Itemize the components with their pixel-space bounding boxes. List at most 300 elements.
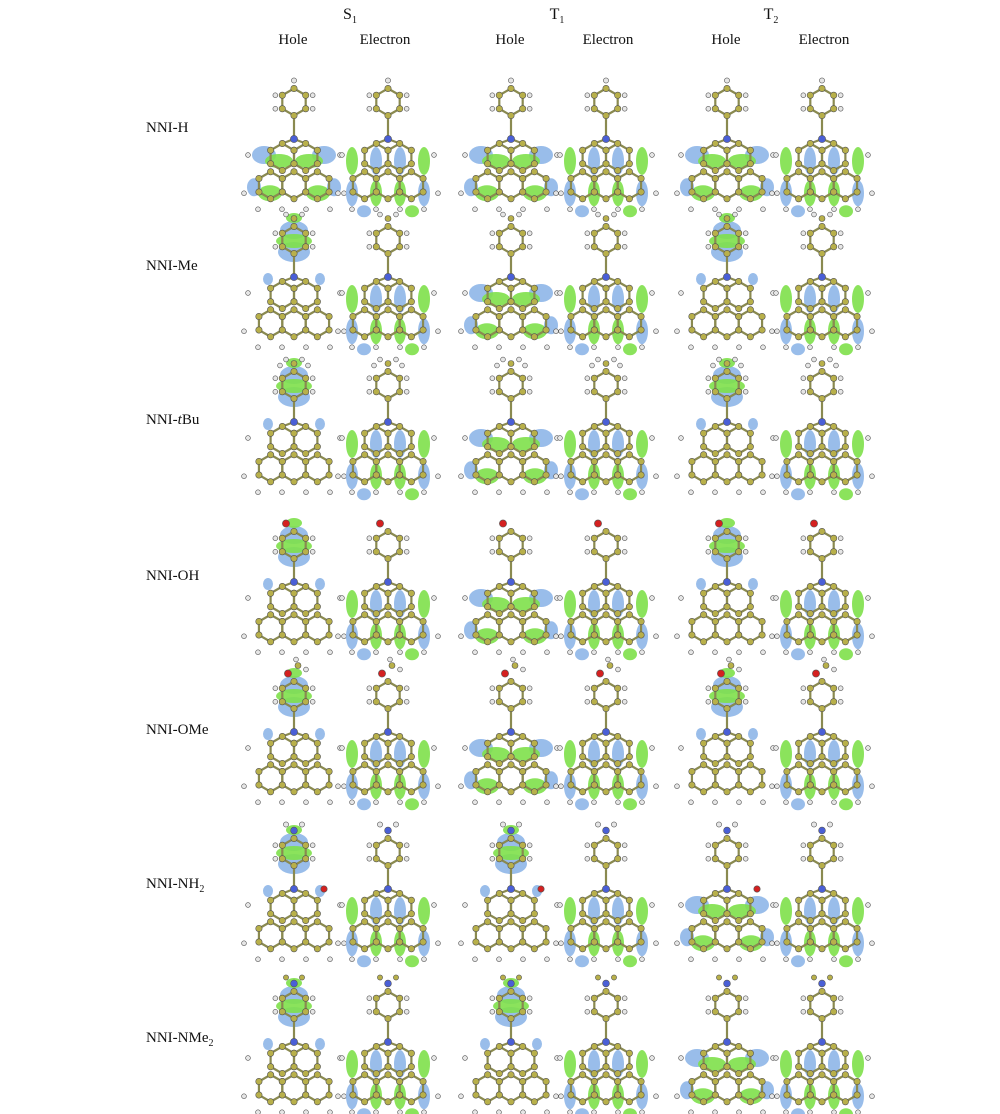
carbon-atom bbox=[807, 1043, 813, 1049]
carbon-atom bbox=[496, 375, 502, 381]
carbon-atom bbox=[842, 740, 848, 746]
molecule-hole bbox=[459, 657, 564, 805]
carbon-atom bbox=[496, 167, 502, 173]
carbon-atom bbox=[531, 479, 537, 485]
carbon-atom bbox=[819, 590, 825, 596]
nitrogen-atom bbox=[819, 827, 826, 834]
nitrogen-atom bbox=[508, 980, 515, 987]
carbon-atom bbox=[396, 167, 402, 173]
electron-lobe bbox=[636, 590, 648, 618]
carbon-atom bbox=[830, 685, 836, 691]
carbon-atom bbox=[795, 740, 801, 746]
hydrogen-atom bbox=[870, 941, 875, 946]
carbon-atom bbox=[519, 939, 525, 945]
hydrogen-atom bbox=[404, 856, 409, 861]
carbon-atom bbox=[302, 1092, 308, 1098]
carbon-atom bbox=[614, 699, 620, 705]
carbon-atom bbox=[473, 175, 479, 181]
carbon-atom bbox=[759, 327, 765, 333]
hydrogen-atom bbox=[304, 957, 309, 962]
carbon-atom bbox=[724, 705, 730, 711]
carbon-atom bbox=[784, 618, 790, 624]
hydrogen-atom bbox=[622, 231, 627, 236]
carbon-atom bbox=[603, 988, 609, 994]
hydrogen-atom bbox=[340, 1056, 345, 1061]
carbon-atom bbox=[291, 762, 297, 768]
carbon-atom bbox=[854, 1078, 860, 1084]
carbon-atom bbox=[519, 472, 525, 478]
carbon-atom bbox=[807, 890, 813, 896]
hydrogen-atom bbox=[432, 903, 437, 908]
carbon-atom bbox=[314, 762, 320, 768]
carbon-atom bbox=[603, 555, 609, 561]
molecule-hole bbox=[675, 822, 780, 962]
carbon-atom bbox=[735, 327, 741, 333]
hydrogen-atom bbox=[490, 376, 495, 381]
carbon-atom bbox=[830, 472, 836, 478]
hydrogen-atom bbox=[404, 376, 409, 381]
oxygen-atom bbox=[754, 886, 760, 892]
hydrogen-atom bbox=[400, 363, 405, 368]
molecule-electron bbox=[336, 657, 441, 810]
carbon-atom bbox=[484, 590, 490, 596]
hydrogen-atom bbox=[490, 536, 495, 541]
carbon-atom bbox=[638, 1092, 644, 1098]
hydrogen-atom bbox=[706, 93, 711, 98]
carbon-atom bbox=[531, 789, 537, 795]
carbon-atom bbox=[508, 1064, 514, 1070]
carbon-atom bbox=[267, 1099, 273, 1105]
carbon-atom bbox=[795, 762, 801, 768]
hydrogen-atom bbox=[558, 1056, 563, 1061]
carbon-atom bbox=[508, 196, 514, 202]
carbon-atom bbox=[420, 327, 426, 333]
carbon-atom bbox=[496, 768, 502, 774]
carbon-atom bbox=[614, 610, 620, 616]
carbon-atom bbox=[759, 1092, 765, 1098]
carbon-atom bbox=[700, 479, 706, 485]
carbon-atom bbox=[591, 106, 597, 112]
hydrogen-atom bbox=[870, 474, 875, 479]
carbon-atom bbox=[735, 472, 741, 478]
hydrogen-atom bbox=[761, 957, 766, 962]
carbon-atom bbox=[373, 939, 379, 945]
substituent-atom bbox=[393, 975, 398, 980]
carbon-atom bbox=[700, 1064, 706, 1070]
hydrogen-atom bbox=[367, 1009, 372, 1014]
carbon-atom bbox=[712, 583, 718, 589]
carbon-atom bbox=[626, 430, 632, 436]
electron-lobe bbox=[346, 740, 358, 768]
carbon-atom bbox=[302, 995, 308, 1001]
hydrogen-atom bbox=[367, 699, 372, 704]
carbon-atom bbox=[591, 917, 597, 923]
carbon-atom bbox=[591, 685, 597, 691]
carbon-atom bbox=[361, 762, 367, 768]
carbon-atom bbox=[747, 604, 753, 610]
carbon-atom bbox=[385, 911, 391, 917]
carbon-atom bbox=[735, 995, 741, 1001]
hydrogen-atom bbox=[545, 800, 550, 805]
carbon-atom bbox=[279, 583, 285, 589]
carbon-atom bbox=[373, 244, 379, 250]
carbon-atom bbox=[614, 632, 620, 638]
carbon-atom bbox=[579, 911, 585, 917]
hydrogen-atom bbox=[342, 1094, 347, 1099]
carbon-atom bbox=[519, 1092, 525, 1098]
electron-lobe bbox=[780, 897, 792, 925]
carbon-atom bbox=[759, 925, 765, 931]
carbon-atom bbox=[603, 1072, 609, 1078]
oxygen-atom bbox=[321, 886, 327, 892]
carbon-atom bbox=[484, 1072, 490, 1078]
carbon-atom bbox=[267, 452, 273, 458]
carbon-atom bbox=[350, 313, 356, 319]
carbon-atom bbox=[291, 395, 297, 401]
carbon-atom bbox=[531, 762, 537, 768]
hydrogen-atom bbox=[545, 957, 550, 962]
carbon-atom bbox=[735, 685, 741, 691]
carbon-atom bbox=[302, 939, 308, 945]
carbon-atom bbox=[819, 1015, 825, 1021]
hydrogen-atom bbox=[336, 941, 341, 946]
carbon-atom bbox=[795, 919, 801, 925]
carbon-atom bbox=[531, 285, 537, 291]
carbon-atom bbox=[361, 919, 367, 925]
carbon-atom bbox=[795, 444, 801, 450]
carbon-atom bbox=[614, 1043, 620, 1049]
carbon-atom bbox=[854, 632, 860, 638]
carbon-atom bbox=[267, 604, 273, 610]
carbon-atom bbox=[591, 618, 597, 624]
carbon-atom bbox=[759, 632, 765, 638]
hydrogen-atom bbox=[521, 650, 526, 655]
carbon-atom bbox=[496, 1070, 502, 1076]
electron-lobe bbox=[564, 430, 576, 458]
hydrogen-atom bbox=[246, 291, 251, 296]
hydrogen-atom bbox=[832, 345, 837, 350]
carbon-atom bbox=[279, 632, 285, 638]
carbon-atom bbox=[700, 452, 706, 458]
carbon-atom bbox=[314, 169, 320, 175]
hydrogen-atom bbox=[838, 996, 843, 1001]
carbon-atom bbox=[712, 925, 718, 931]
carbon-atom bbox=[807, 995, 813, 1001]
hydrogen-atom bbox=[711, 363, 716, 368]
carbon-atom bbox=[473, 632, 479, 638]
substituent-atom bbox=[611, 975, 616, 980]
carbon-atom bbox=[484, 444, 490, 450]
carbon-atom bbox=[484, 762, 490, 768]
hydrogen-atom bbox=[618, 363, 623, 368]
carbon-atom bbox=[638, 189, 644, 195]
hydrogen-atom bbox=[490, 1009, 495, 1014]
carbon-atom bbox=[508, 479, 514, 485]
carbon-atom bbox=[385, 430, 391, 436]
substituent-atom bbox=[716, 975, 721, 980]
hydrogen-atom bbox=[713, 800, 718, 805]
carbon-atom bbox=[614, 535, 620, 541]
carbon-atom bbox=[496, 995, 502, 1001]
carbon-atom bbox=[373, 760, 379, 766]
carbon-atom bbox=[712, 389, 718, 395]
carbon-atom bbox=[712, 768, 718, 774]
carbon-atom bbox=[302, 842, 308, 848]
carbon-atom bbox=[291, 444, 297, 450]
carbon-atom bbox=[807, 1092, 813, 1098]
carbon-atom bbox=[291, 334, 297, 340]
carbon-atom bbox=[735, 1092, 741, 1098]
carbon-atom bbox=[508, 528, 514, 534]
hydrogen-atom bbox=[822, 657, 827, 662]
carbon-atom bbox=[614, 92, 620, 98]
hydrogen-atom bbox=[866, 746, 871, 751]
carbon-atom bbox=[291, 911, 297, 917]
carbon-atom bbox=[302, 244, 308, 250]
molecule-electron bbox=[770, 822, 875, 967]
hydrogen-atom bbox=[490, 996, 495, 1001]
hydrogen-atom bbox=[558, 746, 563, 751]
hydrogen-atom bbox=[640, 207, 645, 212]
hydrogen-atom bbox=[761, 345, 766, 350]
hydrogen-atom bbox=[280, 957, 285, 962]
substituent-atom bbox=[283, 975, 288, 980]
carbon-atom bbox=[361, 430, 367, 436]
hydrogen-atom bbox=[545, 650, 550, 655]
carbon-atom bbox=[420, 472, 426, 478]
carbon-atom bbox=[385, 590, 391, 596]
nitrogen-atom bbox=[724, 827, 731, 834]
carbon-atom bbox=[291, 1072, 297, 1078]
carbon-atom bbox=[579, 147, 585, 153]
carbon-atom bbox=[807, 610, 813, 616]
carbon-atom bbox=[291, 361, 297, 367]
carbon-atom bbox=[508, 395, 514, 401]
carbon-atom bbox=[267, 161, 273, 167]
carbon-atom bbox=[735, 450, 741, 456]
carbon-atom bbox=[291, 705, 297, 711]
carbon-atom bbox=[842, 604, 848, 610]
carbon-atom bbox=[728, 663, 734, 669]
hydrogen-atom bbox=[242, 634, 247, 639]
hydrogen-atom bbox=[838, 231, 843, 236]
substituent-atom bbox=[732, 822, 737, 827]
hydrogen-atom bbox=[328, 207, 333, 212]
hydrogen-atom bbox=[650, 436, 655, 441]
hydrogen-atom bbox=[340, 746, 345, 751]
carbon-atom bbox=[291, 196, 297, 202]
carbon-atom bbox=[508, 169, 514, 175]
hydrogen-atom bbox=[622, 244, 627, 249]
carbon-atom bbox=[735, 939, 741, 945]
carbon-atom bbox=[302, 685, 308, 691]
hydrogen-atom bbox=[612, 357, 617, 362]
hydrogen-atom bbox=[374, 490, 379, 495]
carbon-atom bbox=[531, 911, 537, 917]
hydrogen-atom bbox=[675, 191, 680, 196]
carbon-atom bbox=[508, 911, 514, 917]
hydrogen-atom bbox=[350, 490, 355, 495]
nitrogen-atom bbox=[290, 1038, 297, 1045]
carbon-atom bbox=[830, 389, 836, 395]
hydrogen-atom bbox=[592, 957, 597, 962]
hydrogen-atom bbox=[832, 490, 837, 495]
carbon-atom bbox=[314, 1072, 320, 1078]
carbon-atom bbox=[385, 740, 391, 746]
hydrogen-atom bbox=[775, 329, 780, 334]
carbon-atom bbox=[508, 862, 514, 868]
carbon-atom bbox=[579, 169, 585, 175]
hydrogen-atom bbox=[256, 1110, 261, 1114]
electron-lobe bbox=[623, 955, 637, 967]
carbon-atom bbox=[291, 639, 297, 645]
carbon-atom bbox=[724, 1050, 730, 1056]
nitrogen-atom bbox=[290, 728, 297, 735]
carbon-atom bbox=[396, 632, 402, 638]
carbon-atom bbox=[420, 768, 426, 774]
carbon-atom bbox=[830, 610, 836, 616]
carbon-atom bbox=[591, 375, 597, 381]
hydrogen-atom bbox=[398, 490, 403, 495]
hydrogen-atom bbox=[706, 536, 711, 541]
carbon-atom bbox=[614, 995, 620, 1001]
carbon-atom bbox=[830, 1092, 836, 1098]
hydrogen-atom bbox=[866, 903, 871, 908]
carbon-atom bbox=[373, 423, 379, 429]
electron-lobe bbox=[839, 648, 853, 660]
carbon-atom bbox=[496, 1009, 502, 1015]
carbon-atom bbox=[361, 1099, 367, 1105]
carbon-atom bbox=[842, 754, 848, 760]
carbon-atom bbox=[638, 313, 644, 319]
nitrogen-atom bbox=[723, 1038, 730, 1045]
hydrogen-atom bbox=[812, 357, 817, 362]
carbon-atom bbox=[568, 782, 574, 788]
hydrogen-atom bbox=[517, 212, 522, 217]
carbon-atom bbox=[473, 313, 479, 319]
carbon-atom bbox=[519, 917, 525, 923]
carbon-atom bbox=[385, 368, 391, 374]
hydrogen-atom bbox=[378, 357, 383, 362]
hydrogen-atom bbox=[372, 363, 377, 368]
carbon-atom bbox=[302, 760, 308, 766]
carbon-atom bbox=[689, 1078, 695, 1084]
molecule-electron bbox=[336, 212, 441, 355]
carbon-atom bbox=[603, 678, 609, 684]
carbon-atom bbox=[830, 549, 836, 555]
hydrogen-atom bbox=[592, 345, 597, 350]
hydrogen-atom bbox=[675, 1094, 680, 1099]
carbon-atom bbox=[361, 1050, 367, 1056]
carbon-atom bbox=[712, 760, 718, 766]
carbon-atom bbox=[603, 528, 609, 534]
carbon-atom bbox=[279, 305, 285, 311]
carbon-atom bbox=[807, 1078, 813, 1084]
carbon-atom bbox=[830, 890, 836, 896]
hydrogen-atom bbox=[527, 93, 532, 98]
hydrogen-atom bbox=[367, 93, 372, 98]
hydrogen-atom bbox=[545, 345, 550, 350]
carbon-atom bbox=[408, 754, 414, 760]
carbon-atom bbox=[385, 223, 391, 229]
carbon-atom bbox=[267, 590, 273, 596]
hydrogen-atom bbox=[340, 596, 345, 601]
carbon-atom bbox=[603, 590, 609, 596]
carbon-atom bbox=[700, 299, 706, 305]
carbon-atom bbox=[830, 305, 836, 311]
carbon-atom bbox=[484, 740, 490, 746]
carbon-atom bbox=[291, 430, 297, 436]
carbon-atom bbox=[279, 1070, 285, 1076]
molecule-electron bbox=[554, 975, 659, 1114]
carbon-atom bbox=[626, 334, 632, 340]
hydrogen-atom bbox=[422, 1110, 427, 1114]
carbon-atom bbox=[519, 1009, 525, 1015]
hydrogen-atom bbox=[743, 843, 748, 848]
carbon-atom bbox=[591, 549, 597, 555]
carbon-atom bbox=[735, 140, 741, 146]
carbon-atom bbox=[784, 925, 790, 931]
carbon-atom bbox=[531, 590, 537, 596]
carbon-atom bbox=[614, 925, 620, 931]
hydrogen-atom bbox=[654, 1094, 659, 1099]
nitrogen-atom bbox=[507, 578, 514, 585]
hydrogen-atom bbox=[463, 436, 468, 441]
carbon-atom bbox=[314, 604, 320, 610]
carbon-atom bbox=[842, 789, 848, 795]
hydrogen-atom bbox=[300, 357, 305, 362]
carbon-atom bbox=[496, 925, 502, 931]
hydrogen-atom bbox=[497, 490, 502, 495]
carbon-atom bbox=[396, 890, 402, 896]
hydrogen-atom bbox=[675, 784, 680, 789]
carbon-atom bbox=[795, 299, 801, 305]
carbon-atom bbox=[735, 389, 741, 395]
molecule-electron bbox=[770, 975, 875, 1114]
carbon-atom bbox=[314, 430, 320, 436]
hydrogen-atom bbox=[310, 996, 315, 1001]
hydrogen-atom bbox=[706, 1009, 711, 1014]
hole-lobe-edge bbox=[748, 418, 758, 430]
carbon-atom bbox=[568, 458, 574, 464]
carbon-atom bbox=[350, 632, 356, 638]
carbon-atom bbox=[614, 458, 620, 464]
hole-lobe-edge bbox=[748, 578, 758, 590]
electron-lobe bbox=[575, 205, 589, 217]
carbon-atom bbox=[496, 140, 502, 146]
carbon-atom bbox=[373, 140, 379, 146]
hydrogen-atom bbox=[743, 686, 748, 691]
carbon-atom bbox=[795, 604, 801, 610]
carbon-atom bbox=[712, 1070, 718, 1076]
carbon-atom bbox=[784, 782, 790, 788]
hydrogen-atom bbox=[432, 746, 437, 751]
carbon-atom bbox=[579, 452, 585, 458]
hydrogen-atom bbox=[527, 549, 532, 554]
carbon-atom bbox=[724, 216, 730, 222]
carbon-atom bbox=[759, 189, 765, 195]
carbon-atom bbox=[807, 458, 813, 464]
carbon-atom bbox=[385, 604, 391, 610]
carbon-atom bbox=[408, 1099, 414, 1105]
carbon-atom bbox=[626, 789, 632, 795]
carbon-atom bbox=[819, 678, 825, 684]
carbon-atom bbox=[373, 175, 379, 181]
carbon-atom bbox=[807, 699, 813, 705]
carbon-atom bbox=[408, 444, 414, 450]
carbon-atom bbox=[842, 479, 848, 485]
carbon-atom bbox=[531, 946, 537, 952]
